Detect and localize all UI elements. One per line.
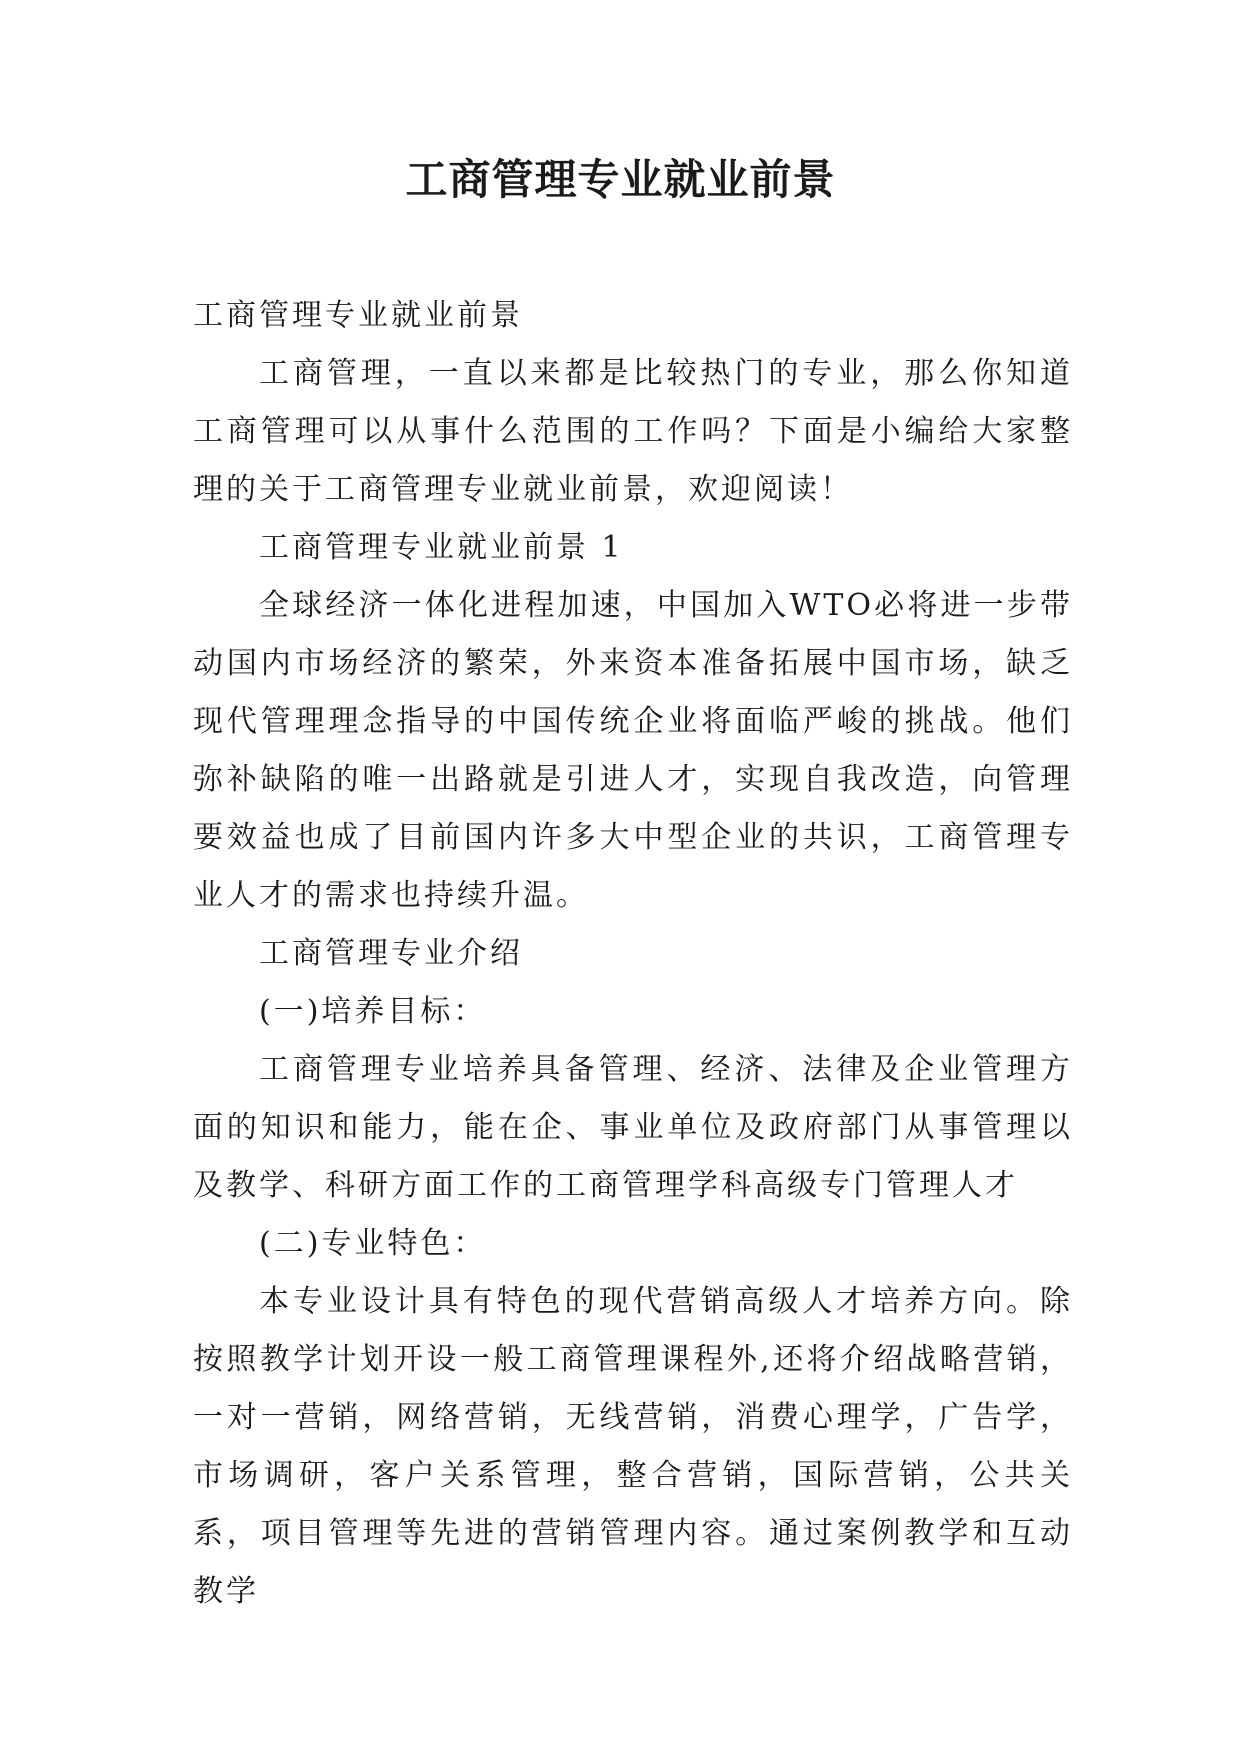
section-heading-training-goals: (一)培养目标： (259, 994, 487, 1029)
paragraph-subtitle: 工商管理专业就业前景 (193, 298, 523, 333)
document-title: 工商管理专业就业前景 (405, 155, 836, 204)
paragraph-globalization: 全球经济一体化进程加速，中国加入WTO必将进一步带动国内市场经济的繁荣，外来资本准备拓展中国市场，缺乏现代管理理念指导的中国传统企业将面临严峻的挑战。他们弥补缺陷的唯一出路就是引进人才，实现自我改造，向管理要效益也成了目前国内许多大中型企业的共识，工商管理专业人才的需求也持续升温。 (193, 588, 1073, 913)
paragraph-major-features: 本专业设计具有特色的现代营销高级人才培养方向。除按照教学计划开设一般工商管理课程外,还将介绍战略营销，一对一营销，网络营销，无线营销，消费心理学，广告学，市场调研，客户关系管理，整合营销，国际营销，公共关系，项目管理等先进的营销管理内容。通过案例教学和互动教学 (193, 1284, 1073, 1609)
paragraph-intro: 工商管理，一直以来都是比较热门的专业，那么你知道工商管理可以从事什么范围的工作吗？下面是小编给大家整理的关于工商管理专业就业前景，欢迎阅读！ (193, 356, 1073, 507)
section-heading-major-features: (二)专业特色： (259, 1226, 487, 1261)
section-heading-major-intro: 工商管理专业介绍 (259, 936, 523, 971)
paragraph-training-goals: 工商管理专业培养具备管理、经济、法律及企业管理方面的知识和能力，能在企、事业单位及政府部门从事管理以及教学、科研方面工作的工商管理学科高级专门管理人才 (193, 1052, 1073, 1203)
section-heading-prospects-1: 工商管理专业就业前景 1 (259, 530, 624, 565)
document-body (193, 287, 1073, 1621)
